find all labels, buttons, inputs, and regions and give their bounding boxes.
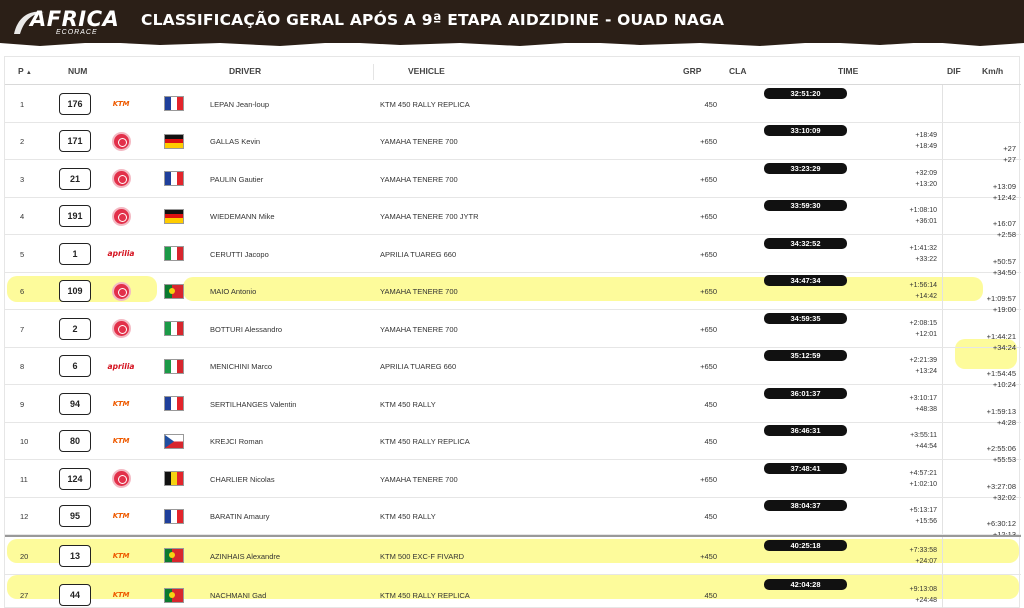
group-cell: +650 xyxy=(700,137,717,147)
col-header-driver[interactable]: DRIVER xyxy=(229,66,262,76)
driver-name: BARATIN Amaury xyxy=(210,512,270,522)
race-number-badge: 44 xyxy=(59,584,91,606)
yamaha-logo-icon xyxy=(109,168,133,190)
time-pill: 34:47:34 xyxy=(764,275,847,286)
table-header xyxy=(5,57,1021,85)
dif-leader: +32:09 xyxy=(915,169,937,177)
aprilia-logo-icon: aprilia xyxy=(107,361,135,371)
dif-previous: +48:38 xyxy=(915,405,937,413)
driver-name: AZINHAIS Alexandre xyxy=(210,551,281,561)
driver-name: LEPAN Jean-loup xyxy=(210,99,270,109)
kmh-value: +3:27:08 xyxy=(986,481,1016,491)
dif-previous: +15:56 xyxy=(915,518,937,526)
position-cell: 27 xyxy=(20,591,29,601)
kmh-value: +19:00 xyxy=(992,305,1016,315)
kmh-value: +34:50 xyxy=(992,267,1016,277)
group-cell: +450 xyxy=(700,551,717,561)
race-number-badge: 191 xyxy=(59,205,91,227)
dif-leader: +18:49 xyxy=(915,132,937,140)
kmh-value: +13:09 xyxy=(992,181,1016,191)
table-row[interactable] xyxy=(5,198,1021,240)
position-cell: 1 xyxy=(20,99,25,109)
germany-flag-icon xyxy=(164,209,184,224)
col-header-grp[interactable]: GRP xyxy=(683,66,702,76)
time-pill: 34:32:52 xyxy=(764,238,847,249)
header-torn-edge xyxy=(0,40,1024,48)
france-flag-icon xyxy=(164,171,184,186)
yamaha-logo-icon xyxy=(109,468,133,490)
driver-name: CHARLIER Nicolas xyxy=(210,474,275,484)
group-cell: +650 xyxy=(700,474,717,484)
position-cell: 7 xyxy=(20,324,25,334)
vehicle-name: YAMAHA TENERE 700 xyxy=(380,474,458,484)
czech-flag-icon xyxy=(164,434,184,449)
dif-cell xyxy=(875,355,937,377)
col-header-kmh[interactable]: Km/h xyxy=(982,66,1004,76)
vehicle-name: YAMAHA TENERE 700 xyxy=(380,324,458,334)
dif-cell xyxy=(875,468,937,490)
race-number-badge: 80 xyxy=(59,430,91,452)
portugal-flag-icon xyxy=(164,588,184,603)
vehicle-name: KTM 450 RALLY REPLICA xyxy=(380,99,470,109)
table-row[interactable] xyxy=(5,235,1021,277)
dif-previous: +12:01 xyxy=(915,330,937,338)
col-header-dif[interactable]: DIF xyxy=(947,66,961,76)
logo-text: AFRICA xyxy=(30,7,120,31)
header-bar xyxy=(0,0,1024,43)
kmh-value: +27 xyxy=(1003,144,1016,154)
kmh-value: +1:09:57 xyxy=(986,294,1016,304)
table-row[interactable] xyxy=(5,460,1021,502)
dif-cell xyxy=(875,280,937,302)
dif-cell xyxy=(875,168,937,190)
position-cell: 3 xyxy=(20,174,25,184)
dif-cell xyxy=(875,584,937,606)
group-cell: +650 xyxy=(700,212,717,222)
italy-flag-icon xyxy=(164,246,184,261)
ktm-logo-icon: KTM xyxy=(112,99,130,108)
vehicle-name: YAMAHA TENERE 700 JYTR xyxy=(380,212,479,222)
group-cell: 450 xyxy=(704,591,717,601)
kmh-value: +1:59:13 xyxy=(986,406,1016,416)
driver-name: NACHMANI Gad xyxy=(210,591,267,601)
driver-name: GALLAS Kevin xyxy=(210,137,261,147)
kmh-value: +34:24 xyxy=(992,342,1016,352)
kmh-value: +1:44:21 xyxy=(986,331,1016,341)
dif-previous: +44:54 xyxy=(915,443,937,451)
dif-previous: +18:49 xyxy=(915,143,937,151)
dif-previous: +14:42 xyxy=(915,293,937,301)
vehicle-name: KTM 450 RALLY xyxy=(380,399,436,409)
race-number-badge: 94 xyxy=(59,393,91,415)
kmh-value: +1:54:45 xyxy=(986,369,1016,379)
belgium-flag-icon xyxy=(164,471,184,486)
yamaha-logo-icon xyxy=(109,318,133,340)
kmh-value: +27 xyxy=(1003,155,1016,165)
logo-subtext: ECORACE xyxy=(56,29,98,36)
dif-leader: +4:57:21 xyxy=(909,469,937,477)
dif-previous: +24:48 xyxy=(915,597,937,605)
kmh-value: +4:28 xyxy=(997,417,1016,427)
race-number-badge: 6 xyxy=(59,355,91,377)
dif-leader: +5:13:17 xyxy=(909,507,937,515)
aprilia-logo-icon: aprilia xyxy=(107,249,135,259)
dif-leader: +1:41:32 xyxy=(909,244,937,252)
page-title: CLASSIFICAÇÃO GERAL APÓS A 9ª ETAPA AIDZIDINE - OUAD NAGA xyxy=(141,11,725,29)
time-pill: 42:04:28 xyxy=(764,579,847,590)
vehicle-name: KTM 450 RALLY REPLICA xyxy=(380,437,470,447)
ktm-logo-icon: KTM xyxy=(112,551,130,560)
race-number-badge: 176 xyxy=(59,93,91,115)
vehicle-name: YAMAHA TENERE 700 xyxy=(380,287,458,297)
group-cell: +650 xyxy=(700,362,717,372)
col-header-pos[interactable]: P ▲ xyxy=(18,66,32,76)
dif-leader: +9:13:08 xyxy=(909,586,937,594)
kmh-value: +10:24 xyxy=(992,380,1016,390)
time-pill: 34:59:35 xyxy=(764,313,847,324)
table-row[interactable] xyxy=(5,385,1021,427)
table-row[interactable] xyxy=(5,423,1021,465)
col-divider xyxy=(373,64,374,80)
yamaha-logo-icon xyxy=(109,205,133,227)
driver-name: PAULIN Gautier xyxy=(210,174,264,184)
portugal-flag-icon xyxy=(164,284,184,299)
race-number-badge: 21 xyxy=(59,168,91,190)
position-cell: 5 xyxy=(20,249,25,259)
group-cell: 450 xyxy=(704,99,717,109)
dif-cell xyxy=(875,545,937,567)
race-number-badge: 13 xyxy=(59,545,91,567)
position-cell: 12 xyxy=(20,512,29,522)
ktm-logo-icon: KTM xyxy=(112,399,130,408)
group-cell: +650 xyxy=(700,174,717,184)
dif-leader: +1:08:10 xyxy=(909,207,937,215)
driver-name: SERTILHANGES Valentin xyxy=(210,399,297,409)
col-header-time[interactable]: TIME xyxy=(838,66,859,76)
vehicle-name: APRILIA TUAREG 660 xyxy=(380,362,457,372)
position-cell: 11 xyxy=(20,474,28,484)
race-number-badge: 124 xyxy=(59,468,91,490)
table-row[interactable] xyxy=(5,577,1021,608)
dif-cell xyxy=(875,430,937,452)
time-pill: 36:46:31 xyxy=(764,425,847,436)
france-flag-icon xyxy=(164,96,184,111)
kmh-value: +2:55:06 xyxy=(986,444,1016,454)
time-pill: 36:01:37 xyxy=(764,388,847,399)
row-group-separator xyxy=(5,535,1021,537)
table-row[interactable] xyxy=(5,160,1021,202)
kmh-value: +2:58 xyxy=(997,230,1016,240)
table-row[interactable] xyxy=(5,310,1021,352)
dif-previous: +13:24 xyxy=(915,368,937,376)
dif-previous: +1:02:10 xyxy=(909,480,937,488)
time-pill: 37:48:41 xyxy=(764,463,847,474)
kmh-value: +50:57 xyxy=(992,256,1016,266)
table-row[interactable] xyxy=(5,273,1021,315)
col-header-vehicle[interactable]: VEHICLE xyxy=(408,66,445,76)
driver-name: KREJCI Roman xyxy=(210,437,263,447)
africa-eco-race-logo xyxy=(10,4,125,40)
vehicle-name: KTM 500 EXC-F FIVARD xyxy=(380,551,465,561)
dif-leader: +3:55:11 xyxy=(910,432,937,440)
time-pill: 38:04:37 xyxy=(764,500,847,511)
vehicle-name: YAMAHA TENERE 700 xyxy=(380,174,458,184)
group-cell: +650 xyxy=(700,324,717,334)
vehicle-name: KTM 450 RALLY REPLICA xyxy=(380,591,470,601)
race-number-badge: 2 xyxy=(59,318,91,340)
group-cell: 450 xyxy=(704,512,717,522)
table-row[interactable] xyxy=(5,348,1021,390)
germany-flag-icon xyxy=(164,134,184,149)
time-pill: 35:12:59 xyxy=(764,350,847,361)
france-flag-icon xyxy=(164,509,184,524)
ktm-logo-icon: KTM xyxy=(112,437,130,446)
position-cell: 8 xyxy=(20,362,25,372)
time-pill: 32:51:20 xyxy=(764,88,847,99)
dif-previous: +13:20 xyxy=(915,180,937,188)
france-flag-icon xyxy=(164,396,184,411)
driver-name: MENICHINI Marco xyxy=(210,362,273,372)
portugal-flag-icon xyxy=(164,548,184,563)
position-cell: 2 xyxy=(20,137,25,147)
group-cell: 450 xyxy=(704,399,717,409)
dif-leader: +7:33:58 xyxy=(909,546,937,554)
position-cell: 4 xyxy=(20,212,25,222)
col-header-num[interactable]: NUM xyxy=(68,66,88,76)
dif-leader: +3:10:17 xyxy=(909,394,937,402)
dif-cell xyxy=(875,205,937,227)
race-number-badge: 171 xyxy=(59,130,91,152)
italy-flag-icon xyxy=(164,359,184,374)
time-pill: 33:10:09 xyxy=(764,125,847,136)
driver-name: MAIO Antonio xyxy=(210,287,257,297)
dif-cell xyxy=(875,243,937,265)
dif-previous: +33:22 xyxy=(915,255,937,263)
kmh-value: +16:07 xyxy=(992,219,1016,229)
italy-flag-icon xyxy=(164,321,184,336)
dif-previous: +24:07 xyxy=(915,557,937,565)
classification-table xyxy=(4,56,1020,608)
race-number-badge: 109 xyxy=(59,280,91,302)
driver-name: BOTTURI Alessandro xyxy=(210,324,283,334)
kmh-value: +32:02 xyxy=(992,492,1016,502)
dif-leader: +2:08:15 xyxy=(909,319,937,327)
vehicle-name: APRILIA TUAREG 660 xyxy=(380,249,457,259)
kmh-value: +12:42 xyxy=(992,192,1016,202)
driver-name: CERUTTI Jacopo xyxy=(210,249,269,259)
dif-leader: +2:21:39 xyxy=(909,357,937,365)
group-cell: +650 xyxy=(700,249,717,259)
table-row[interactable] xyxy=(5,123,1021,165)
dif-leader: +1:56:14 xyxy=(909,282,937,290)
race-number-badge: 95 xyxy=(59,505,91,527)
time-pill: 40:25:18 xyxy=(764,540,847,551)
time-pill: 33:23:29 xyxy=(764,163,847,174)
vehicle-name: YAMAHA TENERE 700 xyxy=(380,137,458,147)
col-header-cla[interactable]: CLA xyxy=(729,66,747,76)
race-number-badge: 1 xyxy=(59,243,91,265)
position-cell: 10 xyxy=(20,437,29,447)
position-cell: 20 xyxy=(20,551,29,561)
vehicle-name: KTM 450 RALLY xyxy=(380,512,436,522)
ktm-logo-icon: KTM xyxy=(112,512,130,521)
dif-cell xyxy=(875,393,937,415)
time-pill: 33:59:30 xyxy=(764,200,847,211)
driver-name: WIEDEMANN Mike xyxy=(210,212,275,222)
group-cell: +650 xyxy=(700,287,717,297)
ktm-logo-icon: KTM xyxy=(112,591,130,600)
dif-cell xyxy=(875,505,937,527)
position-cell: 6 xyxy=(20,287,25,297)
position-cell: 9 xyxy=(20,399,25,409)
yamaha-logo-icon xyxy=(109,280,133,302)
dif-cell xyxy=(875,318,937,340)
dif-cell xyxy=(875,130,937,152)
dif-previous: +36:01 xyxy=(915,218,937,226)
table-row[interactable] xyxy=(5,85,1021,123)
table-row[interactable] xyxy=(5,537,1021,575)
kmh-value: +55:53 xyxy=(992,455,1016,465)
yamaha-logo-icon xyxy=(109,130,133,152)
sort-asc-icon: ▲ xyxy=(25,70,32,76)
group-cell: 450 xyxy=(704,437,717,447)
kmh-value: +6:30:12 xyxy=(986,519,1016,529)
table-row[interactable] xyxy=(5,498,1021,536)
